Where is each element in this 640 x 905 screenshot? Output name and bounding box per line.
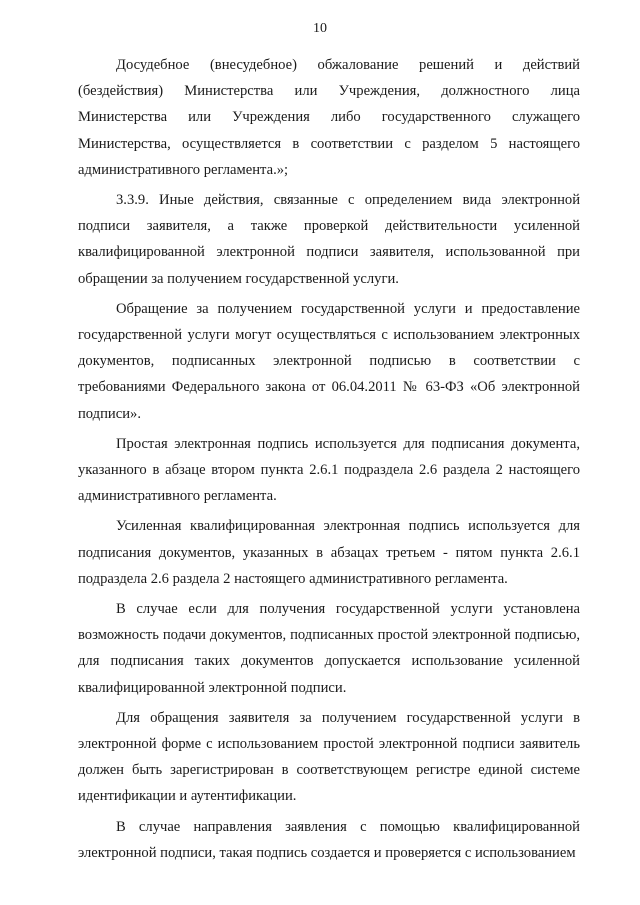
- paragraph-electronic-documents: Обращение за получением государственной услуги и предоставление государственной услуги могут осуществляться с использованием электронных документов, подписанных электронной подписью в соответствии с требованиями Федерального закона от 06.04.2011 № 63-ФЗ «Об электронной подписи».: [78, 300, 580, 422]
- paragraph-qualified-signature: Усиленная квалифицированная электронная подпись используется для подписания документов, указанных в абзацах третьем - пятом пункта 2.6.1 подраздела 2.6 раздела 2 настоящего административного регламента.: [78, 518, 580, 587]
- paragraph-signature-substitution: В случае если для получения государственной услуги установлена возможность подачи документов, подписанных простой электронной подписью, для подписания таких документов допускается использование усиленной квалифицированной электронной подписи.: [78, 601, 580, 696]
- page-number: 10: [313, 21, 327, 36]
- paragraph-registration: Для обращения заявителя за получением государственной услуги в электронной форме с использованием простой электронной подписи заявитель должен быть зарегистрирован в соответствующем регистре единой системе идентификации и аутентификации.: [78, 709, 580, 805]
- paragraph-qualified-application: В случае направления заявления с помощью квалифицированной электронной подписи, такая подпись создается и проверяется с использованием: [78, 818, 580, 861]
- document-body: [78, 52, 580, 870]
- paragraph-appeal: Досудебное (внесудебное) обжалование решений и действий (бездействия) Министерства или Учреждения, должностного лица Министерства или Учреждения либо государственного служащего Министерства, осуществляется в соответствии с разделом 5 настоящего административного регламента.»;: [78, 57, 580, 178]
- paragraph-simple-signature: Простая электронная подпись используется для подписания документа, указанного в абзаце втором пункта 2.6.1 подраздела 2.6 раздела 2 настоящего административного регламента.: [78, 435, 580, 505]
- paragraph-3-3-9: 3.3.9. Иные действия, связанные с определением вида электронной подписи заявителя, а также проверкой действительности усиленной квалифицированной электронной подписи заявителя, использованной при обращении за получением государственной услуги.: [78, 192, 580, 287]
